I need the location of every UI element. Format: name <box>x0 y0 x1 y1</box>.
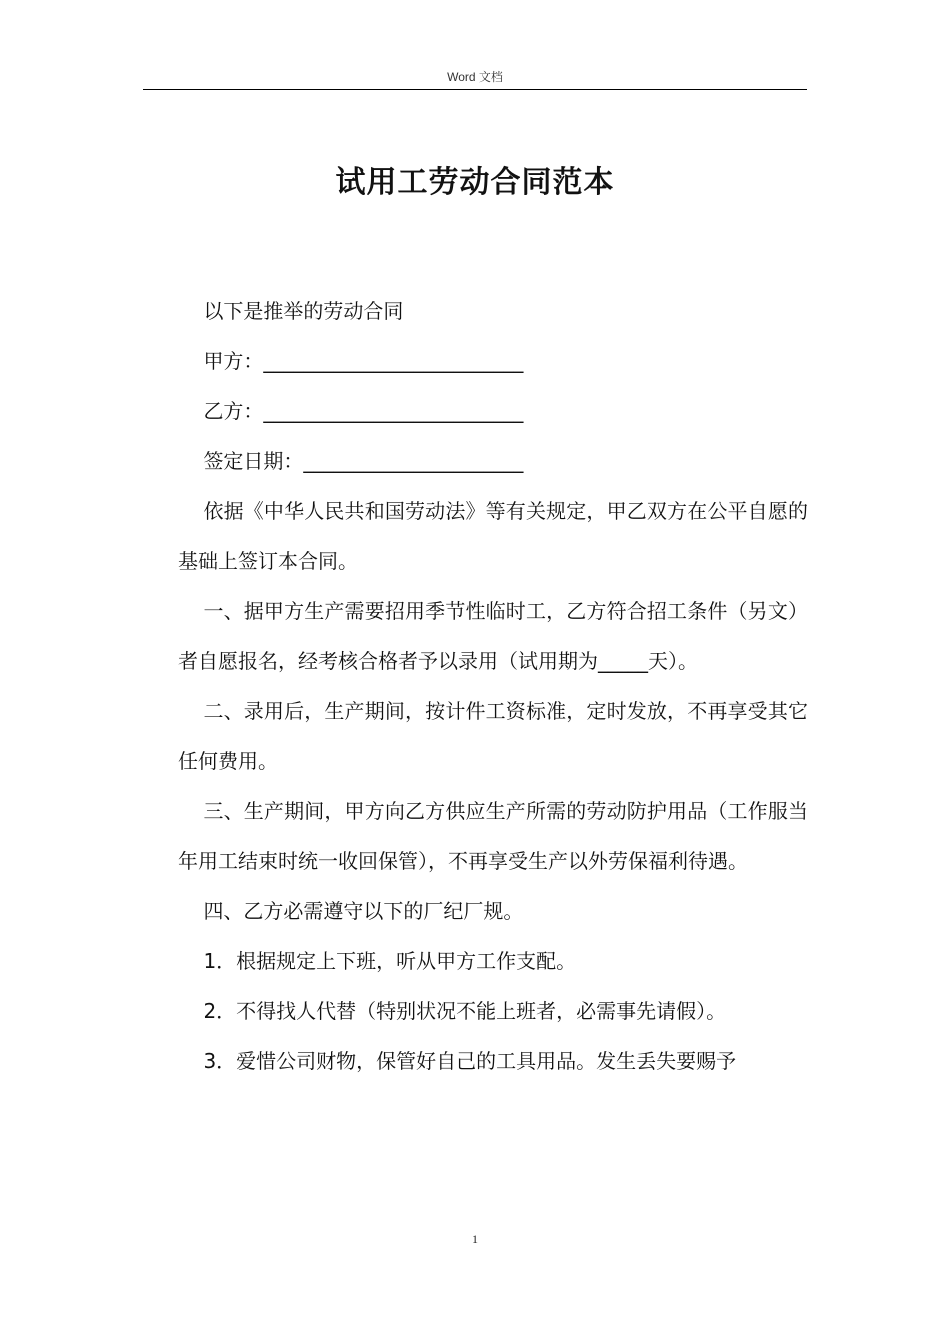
signing-date-line: 签定日期：______________________ <box>203 449 524 473</box>
header-text: Word 文档 <box>447 70 503 84</box>
rule-3: 3．爱惜公司财物，保管好自己的工具用品。发生丢失要赐予 <box>203 1049 737 1073</box>
basis-paragraph: 依据《中华人民共和国劳动法》等有关规定，甲乙双方在公平自愿的基础上签订本合同。 <box>178 499 808 573</box>
page-number: 1 <box>472 1232 478 1246</box>
page-header <box>143 62 807 90</box>
clause-1: 一、据甲方生产需要招用季节性临时工，乙方符合招工条件（另文）者自愿报名，经考核合格者予以录用（试用期为_____天）。 <box>178 599 808 673</box>
party-b-line: 乙方：__________________________ <box>203 399 524 423</box>
header-rule <box>143 89 807 90</box>
clause-3: 三、生产期间，甲方向乙方供应生产所需的劳动防护用品（工作服当年用工结束时统一收回保管），不再享受生产以外劳保福利待遇。 <box>178 799 808 873</box>
clause-2: 二、录用后，生产期间，按计件工资标准，定时发放，不再享受其它任何费用。 <box>178 699 808 773</box>
party-a-line: 甲方：__________________________ <box>203 349 524 373</box>
document-title: 试用工劳动合同范本 <box>335 165 615 200</box>
clause-4: 四、乙方必需遵守以下的厂纪厂规。 <box>203 899 524 923</box>
document-body <box>178 286 808 1086</box>
rule-2: 2．不得找人代替（特别状况不能上班者，必需事先请假）。 <box>203 999 727 1023</box>
rule-1: 1．根据规定上下班，听从甲方工作支配。 <box>203 949 577 973</box>
intro-paragraph: 以下是推举的劳动合同 <box>203 299 404 323</box>
